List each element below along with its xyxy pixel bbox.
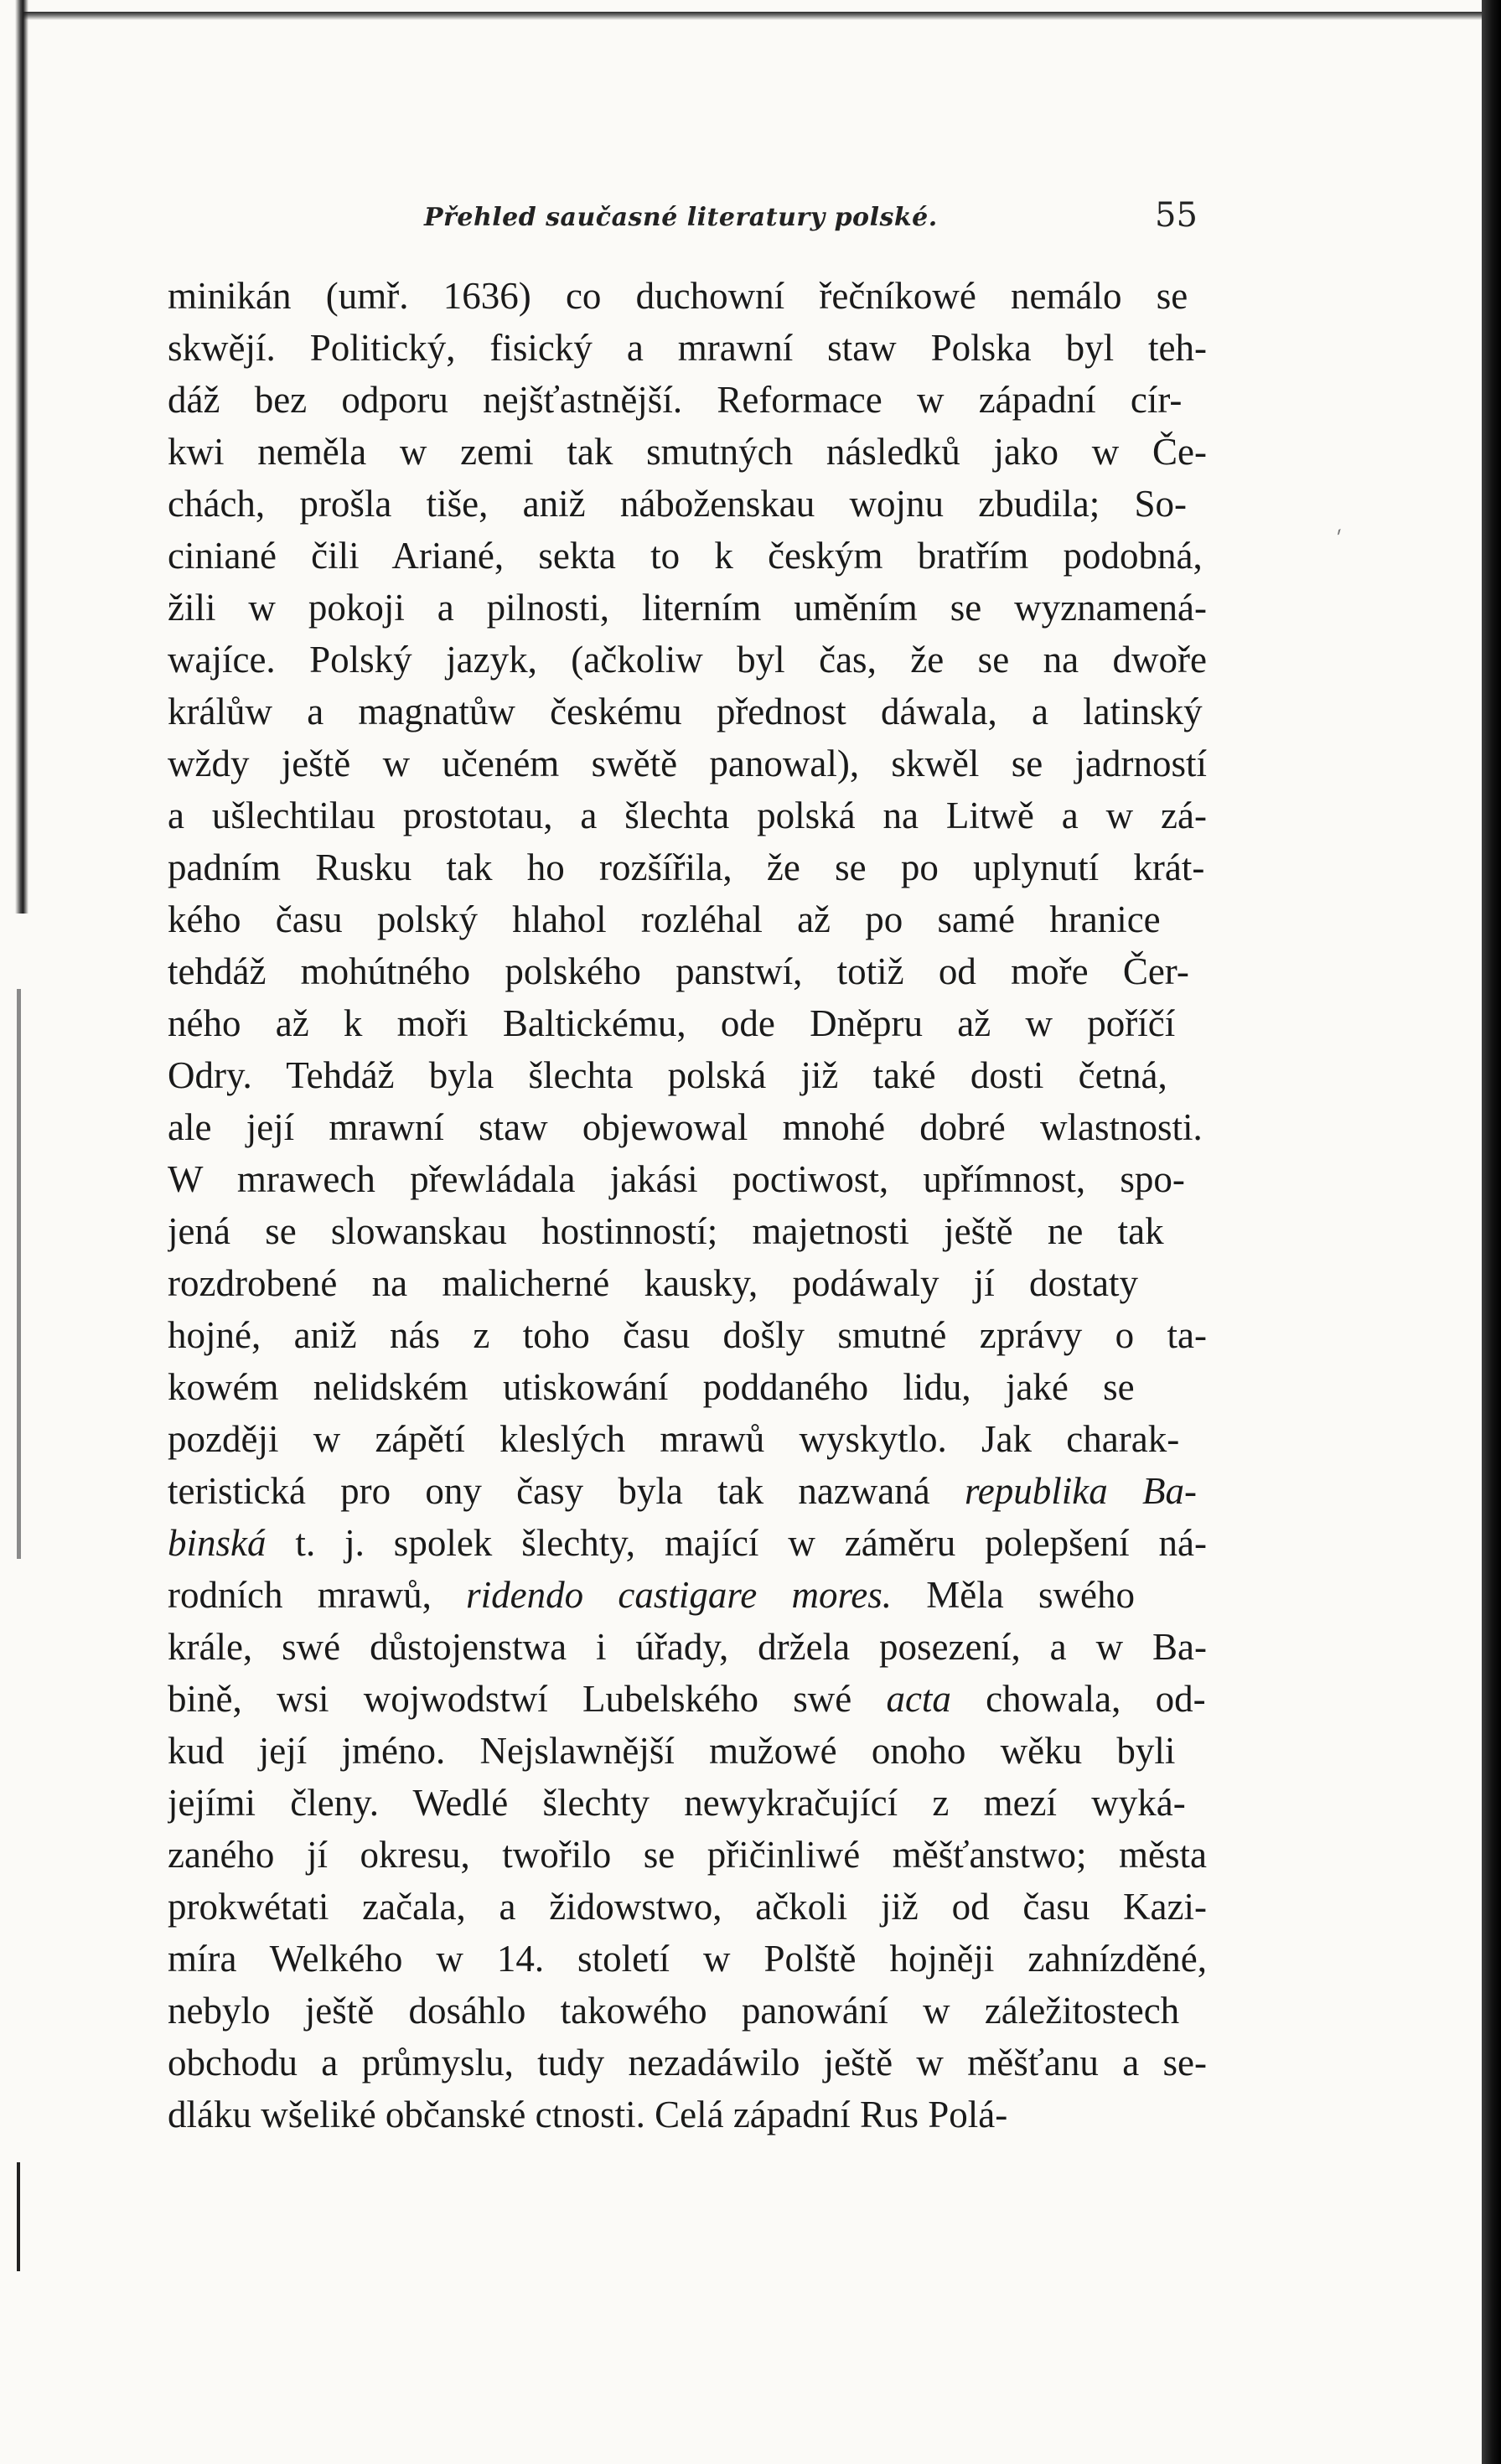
text-run: chách, prošla tiše, aniž náboženskau wojnu zbudila; So- [168,483,1187,525]
text-run: Měla swého [892,1574,1135,1616]
text-line [168,945,1207,997]
text-run: hojné, aniž nás z toho času došly smutné zprávy o ta- [168,1314,1207,1356]
text-run: minikán (umř. 1636) co duchowní řečníkowé nemálo se [168,275,1188,317]
text-run: teristická pro ony časy byla tak nazwaná [168,1470,965,1512]
text-run: kowém nelidském utiskowání poddaného lidu, jaké se [168,1366,1135,1408]
text-line [168,426,1207,478]
text-run: chowala, od- [950,1678,1206,1720]
stray-pen-mark: ˊ [1330,525,1353,556]
page-edge-top [20,12,1495,20]
text-line [168,478,1207,530]
text-run: a ušlechtilau prostotau, a šlechta polská na Litwě a w zá- [168,795,1207,836]
text-line [168,1725,1207,1777]
text-line [168,1153,1207,1205]
text-line [168,582,1207,634]
text-line [168,1101,1207,1153]
text-run: jejími členy. Wedlé šlechty newykračující z mezí wyká- [168,1782,1186,1824]
text-line [168,1309,1207,1361]
text-run: Odry. Tehdáž byla šlechta polská již také dosti četná, [168,1054,1167,1096]
text-run: dláku wšeliké občanské ctnosti. Celá západní Rus Polá- [168,2094,1008,2135]
text-line [168,1413,1207,1465]
text-line [168,1933,1207,1985]
page-edge-left-tick [17,2162,20,2271]
text-line [168,1517,1207,1569]
text-line [168,2089,1207,2140]
text-run: krále, swé důstojenstwa i úřady, držela posezení, a w Ba- [168,1626,1207,1668]
running-title: Přehled saučasné literatury polské. [424,203,938,232]
text-line [168,1829,1207,1881]
text-run: nebylo ještě dosáhlo takowého panowání w záležitostech [168,1990,1180,2032]
page-edge-right [1482,0,1501,2464]
text-run: žili w pokoji a pilnosti, literním uměním se wyznamená- [168,587,1207,629]
italic-text: binská [168,1522,267,1564]
text-line [168,1205,1207,1257]
text-run: ciniané čili Ariané, sekta to k českým bratřím podobná, [168,535,1203,577]
text-run: kého času polský hlahol rozléhal až po samé hranice [168,898,1161,940]
text-run: W mrawech přewládala jakási poctiwost, upřímnost, spo- [168,1158,1185,1200]
text-run: králůw a magnatůw českému přednost dáwala, a latinský [168,691,1203,732]
text-run: zaného jí okresu, twořilo se přičinliwé měšťanstwo; města [168,1834,1207,1876]
text-run: rozdrobené na malicherné kausky, podáwaly jí dostaty [168,1262,1139,1304]
text-run: později w zápětí kleslých mrawů wyskytlo. Jak charak- [168,1418,1180,1460]
text-run: kwi neměla w zemi tak smutných následků jako w Če- [168,431,1207,473]
text-run: wajíce. Polský jazyk, (ačkoliw byl čas, že se na dwoře [168,639,1207,681]
page-edge-left-lower [17,989,21,1559]
text-line [168,634,1207,686]
text-run: míra Welkého w 14. století w Polště hojněji zahnízděné, [168,1938,1207,1980]
italic-text: acta [886,1678,951,1720]
text-line [168,1881,1207,1933]
text-line [168,322,1207,374]
text-run: tehdáž mohútného polského panstwí, totiž od moře Čer- [168,950,1189,992]
text-line [168,997,1207,1049]
text-line [168,1985,1207,2037]
text-line [168,2037,1207,2089]
text-line [168,1673,1207,1725]
italic-text: ridendo castigare mores. [466,1574,893,1616]
italic-text: republika Ba- [964,1470,1197,1512]
text-run: prokwétati začala, a židowstwo, ačkoli již od času Kazi- [168,1886,1207,1928]
body-text [168,270,1207,2140]
text-line [168,1465,1207,1517]
text-run: dáž bez odporu nejšťastnější. Reformace w západní cír- [168,379,1183,421]
text-run: t. j. spolek šlechty, mající w záměru polepšení ná- [266,1522,1207,1564]
page-number: 55 [1155,196,1198,235]
text-run: skwějí. Politický, fisický a mrawní staw Polska byl teh- [168,327,1207,369]
text-line [168,789,1207,841]
text-line [168,374,1207,426]
text-line [168,893,1207,945]
page-edge-left [15,0,28,914]
text-line [168,1361,1207,1413]
text-line [168,270,1207,322]
text-run: kud její jméno. Nejslawnější mužowé onoho wěku byli [168,1730,1176,1772]
text-run: jená se slowanskau hostinností; majetnosti ještě ne tak [168,1210,1164,1252]
text-line [168,841,1207,893]
text-run: ale její mrawní staw objewowal mnohé dobré wlastnosti. [168,1106,1203,1148]
text-run: obchodu a průmyslu, tudy nezadáwilo ještě w měšťanu a se- [168,2042,1207,2084]
text-run: ného až k moři Baltickému, ode Dněpru až w poříčí [168,1002,1176,1044]
text-line [168,530,1207,582]
text-line [168,1257,1207,1309]
text-line [168,1569,1207,1621]
text-line [168,1777,1207,1829]
text-run: rodních mrawů, [168,1574,467,1616]
text-run: bině, wsi wojwodstwí Lubelského swé [168,1678,887,1720]
text-run: padním Rusku tak ho rozšířila, že se po uplynutí krát- [168,846,1205,888]
text-line [168,1049,1207,1101]
text-line [168,1621,1207,1673]
text-line [168,738,1207,789]
text-line [168,686,1207,738]
text-run: wždy ještě w učeném swětě panowal), skwěl se jadrností [168,743,1207,784]
